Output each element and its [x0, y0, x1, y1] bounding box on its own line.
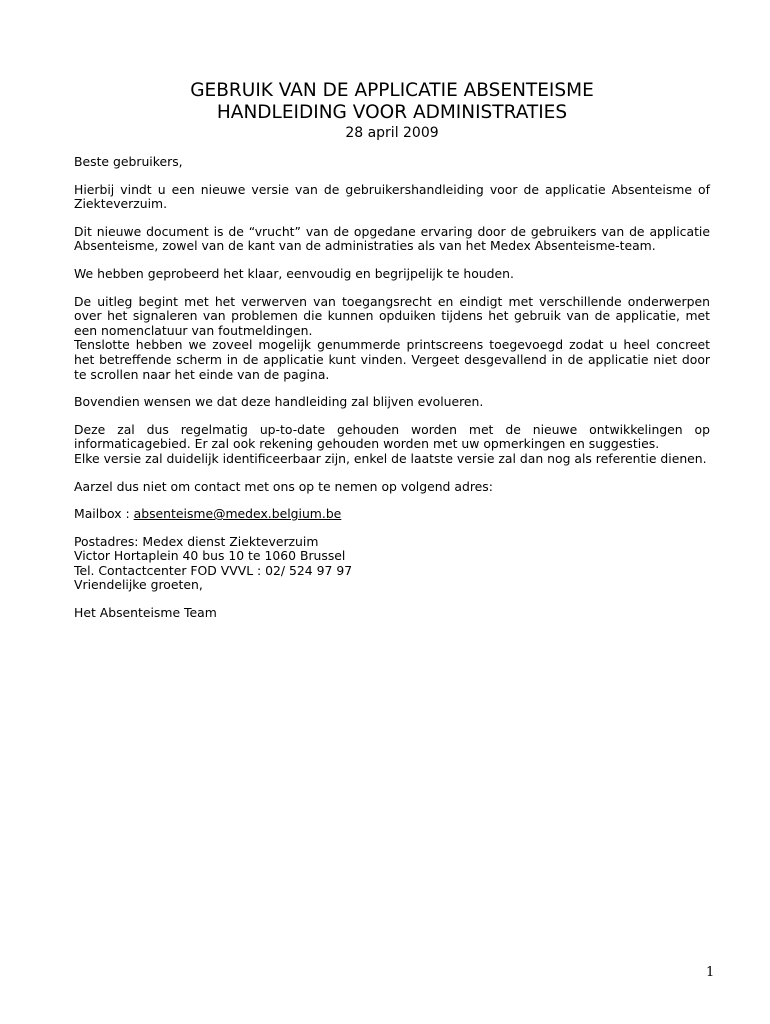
paragraph-updates: Deze zal dus regelmatig up-to-date gehouden worden met de nieuwe ontwikkelingen op informaticagebied. Er zal ook rekening gehouden worden met uw opmerkingen en suggesties. [74, 421, 710, 452]
page-number: 1 [706, 965, 715, 980]
postal-line-3: Tel. Contactcenter FOD VVVL : 02/ 524 97 97 [74, 562, 353, 578]
mailbox-line [74, 507, 710, 522]
mailbox-link[interactable]: absenteisme@medex.belgium.be [133, 506, 342, 522]
paragraph-contact: Aarzel dus niet om contact met ons op te nemen op volgend adres: [74, 478, 493, 494]
document-page [74, 80, 710, 634]
paragraph-intro: Hierbij vindt u een nieuwe versie van de gebruikershandleiding voor de applicatie Absenteisme of Ziekteverzuim. [74, 181, 710, 212]
postal-address [74, 535, 710, 593]
title-line-1: GEBRUIK VAN DE APPLICATIE ABSENTEISME [190, 80, 594, 101]
paragraph-versions: Elke versie zal duidelijk identificeerbaar zijn, enkel de laatste versie zal dan nog als referentie dienen. [74, 450, 707, 466]
greeting: Beste gebruikers, [74, 154, 183, 169]
closing: Vriendelijke groeten, [74, 577, 203, 593]
paragraph-goal: We hebben geprobeerd het klaar, eenvoudig en begrijpelijk te houden. [74, 265, 514, 281]
signature: Het Absenteisme Team [74, 605, 217, 621]
postal-line-1: Postadres: Medex dienst Ziekteverzuim [74, 533, 319, 549]
mailbox-label: Mailbox : [74, 506, 134, 522]
document-date: 28 april 2009 [345, 125, 439, 141]
document-title [74, 80, 710, 124]
postal-line-2: Victor Hortaplein 40 bus 10 te 1060 Brussel [74, 548, 346, 564]
paragraph-evolution: Bovendien wensen we dat deze handleiding zal blijven evolueren. [74, 394, 484, 410]
paragraph-printscreens: Tenslotte hebben we zoveel mogelijk genummerde printscreens toegevoegd zodat u heel concreet het betreffende scherm in de applicatie kunt vinden. Vergeet desgevallend in de applicatie niet door te scrollen naar het einde van de pagina. [74, 337, 710, 382]
title-line-2: HANDLEIDING VOOR ADMINISTRATIES [216, 102, 568, 123]
paragraph-origin: Dit nieuwe document is de “vrucht” van de opgedane ervaring door de gebruikers van de applicatie Absenteisme, zowel van de kant van de administraties als van het Medex Absenteisme-team. [74, 223, 710, 254]
paragraph-content: De uitleg begint met het verwerven van toegangsrecht en eindigt met verschillende onderwerpen over het signaleren van problemen die kunnen opduiken tijdens het gebruik van de applicatie, met een nomenclatuur van foutmeldingen. [74, 293, 710, 338]
